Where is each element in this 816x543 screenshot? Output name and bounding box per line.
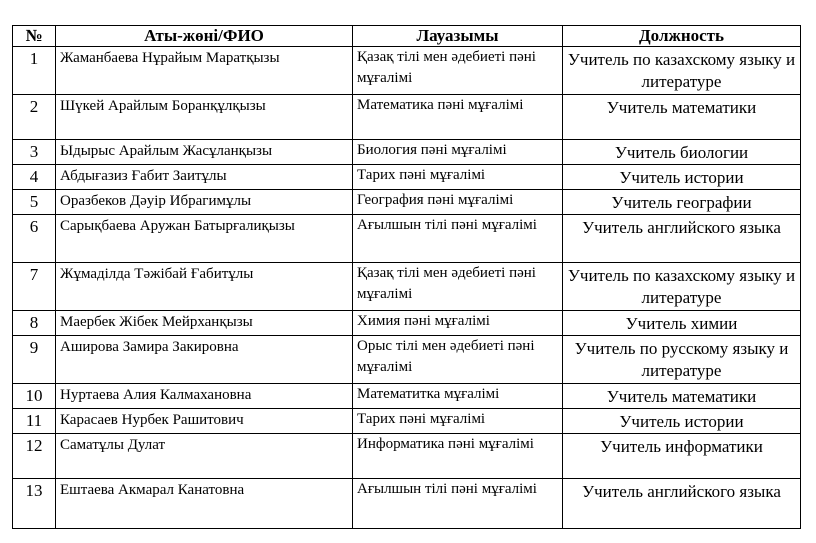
row-number: 5 (13, 190, 56, 215)
row-position-kz: География пәні мұғалімі (353, 190, 563, 215)
row-position-kz: Химия пәні мұғалімі (353, 311, 563, 336)
header-position-ru: Должность (563, 26, 801, 47)
row-name: Ыдырыс Арайлым Жасұланқызы (56, 140, 353, 165)
row-position-ru: Учитель биологии (563, 140, 801, 165)
row-number: 2 (13, 95, 56, 140)
table-row (13, 479, 801, 529)
table-row (13, 140, 801, 165)
row-position-kz: Қазақ тілі мен әдебиеті пәні мұғалімі (353, 47, 563, 95)
row-position-kz: Тарих пәні мұғалімі (353, 409, 563, 434)
row-position-kz: Ағылшын тілі пәні мұғалімі (353, 215, 563, 263)
row-position-ru: Учитель истории (563, 409, 801, 434)
table-row (13, 336, 801, 384)
row-number: 3 (13, 140, 56, 165)
row-position-ru: Учитель математики (563, 95, 801, 140)
row-position-kz: Математика пәні мұғалімі (353, 95, 563, 140)
row-name: Жаманбаева Нұрайым Маратқызы (56, 47, 353, 95)
table-row (13, 190, 801, 215)
row-name: Сарықбаева Аружан Батырғалиқызы (56, 215, 353, 263)
row-number: 1 (13, 47, 56, 95)
row-position-kz: Тарих пәні мұғалімі (353, 165, 563, 190)
row-number: 8 (13, 311, 56, 336)
row-position-ru: Учитель английского языка (563, 215, 801, 263)
row-position-kz: Биология пәні мұғалімі (353, 140, 563, 165)
row-number: 12 (13, 434, 56, 479)
table-row (13, 47, 801, 95)
header-name: Аты-жөні/ФИО (56, 26, 353, 47)
table-row (13, 165, 801, 190)
row-number: 6 (13, 215, 56, 263)
row-position-ru: Учитель по казахскому языку и литературе (563, 263, 801, 311)
staff-table (12, 25, 801, 529)
row-number: 10 (13, 384, 56, 409)
row-position-ru: Учитель математики (563, 384, 801, 409)
row-name: Жұмаділда Тәжібай Ғабитұлы (56, 263, 353, 311)
row-position-ru: Учитель по казахскому языку и литературе (563, 47, 801, 95)
row-number: 4 (13, 165, 56, 190)
row-position-ru: Учитель географии (563, 190, 801, 215)
row-name: Ештаева Акмарал Канатовна (56, 479, 353, 529)
table-row (13, 384, 801, 409)
row-name: Карасаев Нурбек Рашитович (56, 409, 353, 434)
row-name: Абдығазиз Ғабит Заитұлы (56, 165, 353, 190)
row-name: Аширова Замира Закировна (56, 336, 353, 384)
row-position-ru: Учитель английского языка (563, 479, 801, 529)
row-position-kz: Информатика пәні мұғалімі (353, 434, 563, 479)
header-row (13, 26, 801, 47)
row-name: Оразбеков Дәуір Ибрагимұлы (56, 190, 353, 215)
row-name: Маербек Жібек Мейрханқызы (56, 311, 353, 336)
header-num: № (13, 26, 56, 47)
row-number: 11 (13, 409, 56, 434)
row-name: Шүкей Арайлым Боранқұлқызы (56, 95, 353, 140)
table-row (13, 409, 801, 434)
row-position-kz: Қазақ тілі мен әдебиеті пәні мұғалімі (353, 263, 563, 311)
row-position-kz: Орыс тілі мен әдебиеті пәні мұғалімі (353, 336, 563, 384)
table-row (13, 263, 801, 311)
row-name: Саматұлы Дулат (56, 434, 353, 479)
table-row (13, 215, 801, 263)
row-position-ru: Учитель истории (563, 165, 801, 190)
row-position-kz: Ағылшын тілі пәні мұғалімі (353, 479, 563, 529)
row-position-ru: Учитель химии (563, 311, 801, 336)
row-number: 9 (13, 336, 56, 384)
table-row (13, 434, 801, 479)
row-position-ru: Учитель по русскому языку и литературе (563, 336, 801, 384)
row-number: 13 (13, 479, 56, 529)
table-row (13, 311, 801, 336)
header-position-kz: Лауазымы (353, 26, 563, 47)
row-number: 7 (13, 263, 56, 311)
row-position-ru: Учитель информатики (563, 434, 801, 479)
row-name: Нуртаева Алия Калмахановна (56, 384, 353, 409)
table-body (13, 47, 801, 529)
table-row (13, 95, 801, 140)
row-position-kz: Математитка мұғалімі (353, 384, 563, 409)
